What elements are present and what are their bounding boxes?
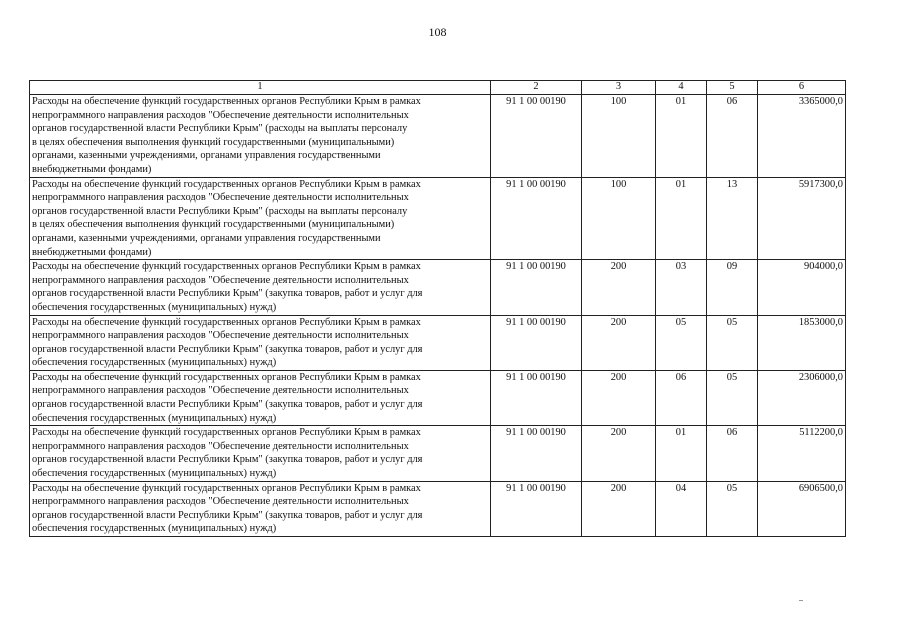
row-expense-type: 100 — [582, 177, 656, 260]
scan-speck — [799, 600, 803, 601]
row-amount: 2306000,0 — [758, 370, 846, 425]
page-number: 108 — [428, 25, 447, 39]
row-section: 01 — [656, 95, 707, 178]
row-target-article: 91 1 00 00190 — [491, 426, 582, 481]
row-amount: 5917300,0 — [758, 177, 846, 260]
row-expense-type: 200 — [582, 481, 656, 536]
row-section: 04 — [656, 481, 707, 536]
table-row — [30, 315, 846, 370]
row-amount: 3365000,0 — [758, 95, 846, 178]
row-description: Расходы на обеспечение функций государственных органов Республики Крым в рамках непрограммного направления расходов "Обеспечение деятельности исполнительных органов государственной власти Республики Крым" (закупка товаров, работ и услуг для обеспечения государственных (муниципальных) нужд) — [30, 315, 491, 370]
row-subsection: 05 — [707, 370, 758, 425]
row-expense-type: 100 — [582, 95, 656, 178]
row-amount: 1853000,0 — [758, 315, 846, 370]
row-target-article: 91 1 00 00190 — [491, 260, 582, 315]
table-row — [30, 426, 846, 481]
row-subsection: 06 — [707, 95, 758, 178]
row-section: 01 — [656, 177, 707, 260]
row-description: Расходы на обеспечение функций государственных органов Республики Крым в рамках непрограммного направления расходов "Обеспечение деятельности исполнительных органов государственной власти Республики Крым" (закупка товаров, работ и услуг для обеспечения государственных (муниципальных) нужд) — [30, 426, 491, 481]
table-row — [30, 177, 846, 260]
row-section: 06 — [656, 370, 707, 425]
row-expense-type: 200 — [582, 370, 656, 425]
header-col-6: 6 — [758, 81, 846, 95]
row-section: 05 — [656, 315, 707, 370]
row-amount: 904000,0 — [758, 260, 846, 315]
row-target-article: 91 1 00 00190 — [491, 370, 582, 425]
header-row — [30, 81, 846, 95]
row-section: 03 — [656, 260, 707, 315]
header-col-4: 4 — [656, 81, 707, 95]
row-expense-type: 200 — [582, 426, 656, 481]
row-description: Расходы на обеспечение функций государственных органов Республики Крым в рамках непрограммного направления расходов "Обеспечение деятельности исполнительных органов государственной власти Республики Крым" (расходы на выплаты персоналу в целях обеспечения выполнения функций государственными (муниципальными) органами, казенными учреждениями, органами управления государственными внебюджетными фондами) — [30, 177, 491, 260]
row-description: Расходы на обеспечение функций государственных органов Республики Крым в рамках непрограммного направления расходов "Обеспечение деятельности исполнительных органов государственной власти Республики Крым" (расходы на выплаты персоналу в целях обеспечения выполнения функций государственными (муниципальными) органами, казенными учреждениями, органами управления государственными внебюджетными фондами) — [30, 95, 491, 178]
row-subsection: 13 — [707, 177, 758, 260]
header-col-2: 2 — [491, 81, 582, 95]
table-body — [30, 95, 846, 537]
table-row — [30, 370, 846, 425]
row-subsection: 05 — [707, 315, 758, 370]
header-col-3: 3 — [582, 81, 656, 95]
row-target-article: 91 1 00 00190 — [491, 95, 582, 178]
row-target-article: 91 1 00 00190 — [491, 177, 582, 260]
header-col-5: 5 — [707, 81, 758, 95]
table-header — [30, 81, 846, 95]
row-description: Расходы на обеспечение функций государственных органов Республики Крым в рамках непрограммного направления расходов "Обеспечение деятельности исполнительных органов государственной власти Республики Крым" (закупка товаров, работ и услуг для обеспечения государственных (муниципальных) нужд) — [30, 370, 491, 425]
row-subsection: 05 — [707, 481, 758, 536]
row-subsection: 06 — [707, 426, 758, 481]
row-description: Расходы на обеспечение функций государственных органов Республики Крым в рамках непрограммного направления расходов "Обеспечение деятельности исполнительных органов государственной власти Республики Крым" (закупка товаров, работ и услуг для обеспечения государственных (муниципальных) нужд) — [30, 260, 491, 315]
table-row — [30, 260, 846, 315]
row-section: 01 — [656, 426, 707, 481]
table-row — [30, 95, 846, 178]
header-col-1: 1 — [30, 81, 491, 95]
row-target-article: 91 1 00 00190 — [491, 481, 582, 536]
row-amount: 6906500,0 — [758, 481, 846, 536]
row-description: Расходы на обеспечение функций государственных органов Республики Крым в рамках непрограммного направления расходов "Обеспечение деятельности исполнительных органов государственной власти Республики Крым" (закупка товаров, работ и услуг для обеспечения государственных (муниципальных) нужд) — [30, 481, 491, 536]
row-subsection: 09 — [707, 260, 758, 315]
row-expense-type: 200 — [582, 315, 656, 370]
table-row — [30, 481, 846, 536]
row-expense-type: 200 — [582, 260, 656, 315]
row-target-article: 91 1 00 00190 — [491, 315, 582, 370]
row-amount: 5112200,0 — [758, 426, 846, 481]
budget-table — [29, 80, 846, 537]
